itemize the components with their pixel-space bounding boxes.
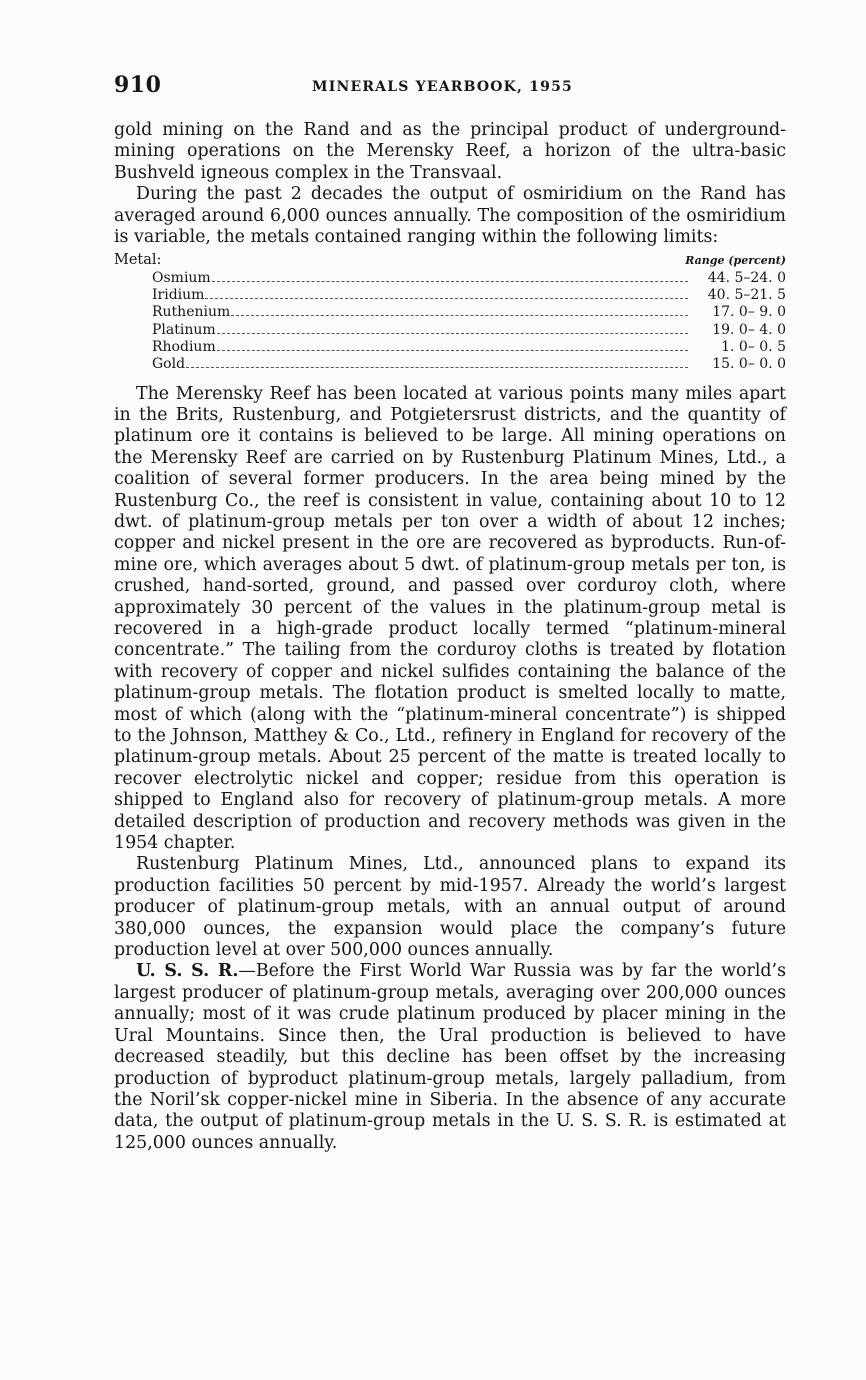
table-row	[114, 270, 786, 287]
dot-leader	[217, 332, 688, 334]
metal-range: 44. 5–24. 0	[707, 269, 786, 286]
paragraph: The Merensky Reef has been located at various points many miles apart in the Brits, Rustenburg, and Potgietersrust districts, and the quantity of platinum ore it contains is believed to be large. All mining operations on the Merensky Reef are carried on by Rustenburg Platinum Mines, Ltd., a coalition of several former producers. In the area being mined by the Rustenburg Co., the reef is consistent in value, containing about 10 to 12 dwt. of platinum-group metals per ton over a width of about 12 inches; copper and nickel present in the ore are recovered as byproducts. Run-of-mine ore, which averages about 5 dwt. of platinum-group metals per ton, is crushed, hand-sorted, ground, and passed over corduroy cloth, where approximately 30 percent of the values in the platinum-group metal is recovered in a high-grade product locally termed “platinum-mineral concentrate.” The tailing from the corduroy cloths is treated by flotation with recovery of copper and nickel sulfides containing the balance of the platinum-group metals. The flotation product is smelted locally to matte, most of which (along with the “platinum-mineral concentrate”) is shipped to the Johnson, Matthey & Co., Ltd., refinery in England for recovery of the platinum-group metals. About 25 percent of the matte is treated locally to recover electrolytic nickel and copper; residue from this operation is shipped to England also for recovery of platinum-group metals. A more detailed description of production and recovery methods was given in the 1954 chapter.	[114, 383, 786, 854]
dot-leader	[205, 297, 688, 299]
section-lead-ussr: U. S. S. R.	[136, 961, 239, 982]
body-text	[114, 120, 786, 1154]
dot-leader	[217, 349, 688, 351]
metal-range: 19. 0– 4. 0	[712, 321, 786, 338]
table-header	[114, 252, 786, 269]
metal-range: 15. 0– 0. 0	[712, 356, 786, 373]
metal-name: Iridium	[152, 287, 205, 304]
paragraph: Rustenburg Platinum Mines, Ltd., announced plans to expand its production facilities 50 percent by mid-1957. Already the world’s largest producer of platinum-group metals, with an annual output of around 380,000 ounces, the expansion would place the company’s future production level at over 500,000 ounces annually.	[114, 854, 786, 961]
table-row	[114, 356, 786, 373]
dot-leader	[186, 366, 688, 368]
metal-name: Ruthenium	[152, 304, 231, 321]
metal-column-label: Metal:	[114, 252, 162, 269]
table-row	[114, 304, 786, 321]
paragraph-text: —Before the First World War Russia was by far the world’s largest producer of platinum-group metals, averaging over 200,000 ounces annually; most of it was crude platinum produced by placer mining in the Ural Mountains. Since then, the Ural production is believed to have decreased steadily, but this decline has been offset by the increasing production of byproduct platinum-group metals, largely palladium, from the Noril’sk copper-nickel mine in Siberia. In the absence of any accurate data, the output of platinum-group metals in the U. S. S. R. is estimated at 125,000 ounces annually.	[114, 961, 786, 1153]
metal-range: 1. 0– 0. 5	[721, 338, 786, 355]
metal-name: Platinum	[152, 321, 216, 338]
paragraph: During the past 2 decades the output of osmiridium on the Rand has averaged around 6,000 ounces annually. The composition of the osmiridium is variable, the metals contained ranging within the following limits:	[114, 184, 786, 248]
metal-name: Osmium	[152, 269, 211, 286]
page-header	[114, 72, 786, 104]
range-column-label: Range (percent)	[685, 254, 786, 268]
metal-range: 17. 0– 9. 0	[712, 304, 786, 321]
running-title: MINERALS YEARBOOK, 1955	[312, 79, 573, 95]
paragraph	[114, 961, 786, 1154]
table-row	[114, 287, 786, 304]
dot-leader	[212, 280, 688, 282]
dot-leader	[231, 314, 688, 316]
table-row	[114, 322, 786, 339]
metal-name: Rhodium	[152, 338, 216, 355]
table-row	[114, 339, 786, 356]
page-number: 910	[114, 72, 162, 98]
metal-name: Gold	[152, 356, 186, 373]
paragraph: gold mining on the Rand and as the principal product of underground-mining operations on the Merensky Reef, a horizon of the ultra-basic Bushveld igneous complex in the Transvaal.	[114, 120, 786, 183]
metal-range: 40. 5–21. 5	[707, 287, 786, 304]
metal-composition-table	[114, 252, 786, 373]
